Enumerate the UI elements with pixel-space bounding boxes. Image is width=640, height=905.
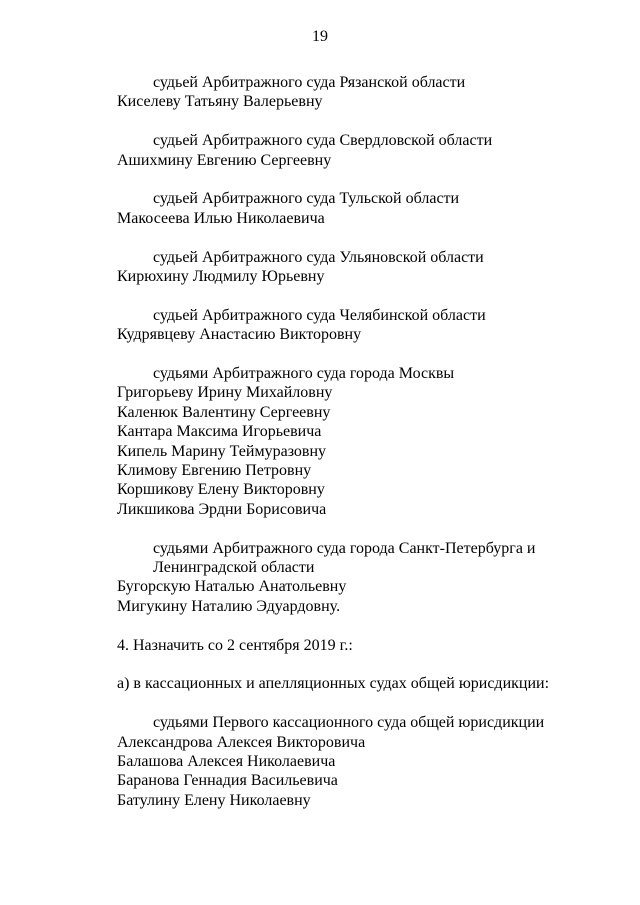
appointment-block-moscow — [117, 364, 587, 519]
court-heading: судьей Арбитражного суда Ульяновской области — [153, 248, 484, 266]
judge-name: Кирюхину Людмилу Юрьевну — [117, 268, 325, 286]
judge-name: Балашова Алексея Николаевича — [117, 753, 336, 771]
appointment-block-ulyanovsk — [117, 248, 587, 287]
appointment-block-tula — [117, 189, 587, 228]
judge-name: Григорьеву Ирину Михайловну — [117, 384, 333, 402]
judge-name: Кудрявцеву Анастасию Викторовну — [117, 326, 362, 344]
court-heading: судьей Арбитражного суда Челябинской области — [153, 306, 486, 324]
judge-name: Каленюк Валентину Сергеевну — [117, 403, 331, 421]
document-body — [117, 73, 587, 810]
appointment-block-chelyabinsk — [117, 306, 587, 345]
judge-name: Баранова Геннадия Васильевича — [117, 772, 338, 790]
court-heading-line-1: судьями Арбитражного суда города Санкт-Петербурга и — [153, 539, 536, 557]
judge-name: Макосеева Илью Николаевича — [117, 209, 325, 227]
judge-name: Александрова Алексея Викторовича — [117, 733, 366, 751]
judge-name: Мигукину Наталию Эдуардовну. — [117, 597, 341, 615]
judge-name: Коршикову Елену Викторовну — [117, 481, 325, 499]
judge-name: Киселеву Татьяну Валерьевну — [117, 93, 323, 111]
appointment-block-ryazan — [117, 73, 587, 112]
judge-name: Ликшикова Эрдни Борисовича — [117, 500, 327, 518]
section-4-title-block — [117, 636, 587, 655]
subsection-a-title: а) в кассационных и апелляционных судах общей юрисдикции: — [117, 675, 550, 693]
judge-name: Климову Евгению Петровну — [117, 462, 312, 480]
court-heading: судьями Арбитражного суда города Москвы — [153, 365, 455, 383]
judge-name: Ашихмину Евгению Сергеевну — [117, 151, 332, 169]
judge-name: Кипель Марину Теймуразовну — [117, 442, 327, 460]
appointment-block-saint-petersburg — [117, 539, 587, 617]
court-heading: судьей Арбитражного суда Свердловской области — [153, 132, 493, 150]
appointment-block-first-cassation — [117, 713, 587, 810]
appointment-block-sverdlovsk — [117, 131, 587, 170]
subsection-a-block — [117, 674, 587, 693]
judge-name: Кантара Максима Игорьевича — [117, 423, 322, 441]
section-4-title: 4. Назначить со 2 сентября 2019 г.: — [117, 636, 353, 654]
court-heading-line-2: Ленинградской области — [153, 559, 315, 577]
judge-name: Батулину Елену Николаевну — [117, 791, 311, 809]
court-heading: судьей Арбитражного суда Тульской области — [153, 190, 460, 208]
page-number: 19 — [312, 28, 328, 45]
judge-name: Бугорскую Наталью Анатольевну — [117, 578, 347, 596]
court-heading: судьями Первого кассационного суда общей юрисдикции — [153, 714, 545, 732]
court-heading: судьей Арбитражного суда Рязанской области — [153, 74, 466, 91]
